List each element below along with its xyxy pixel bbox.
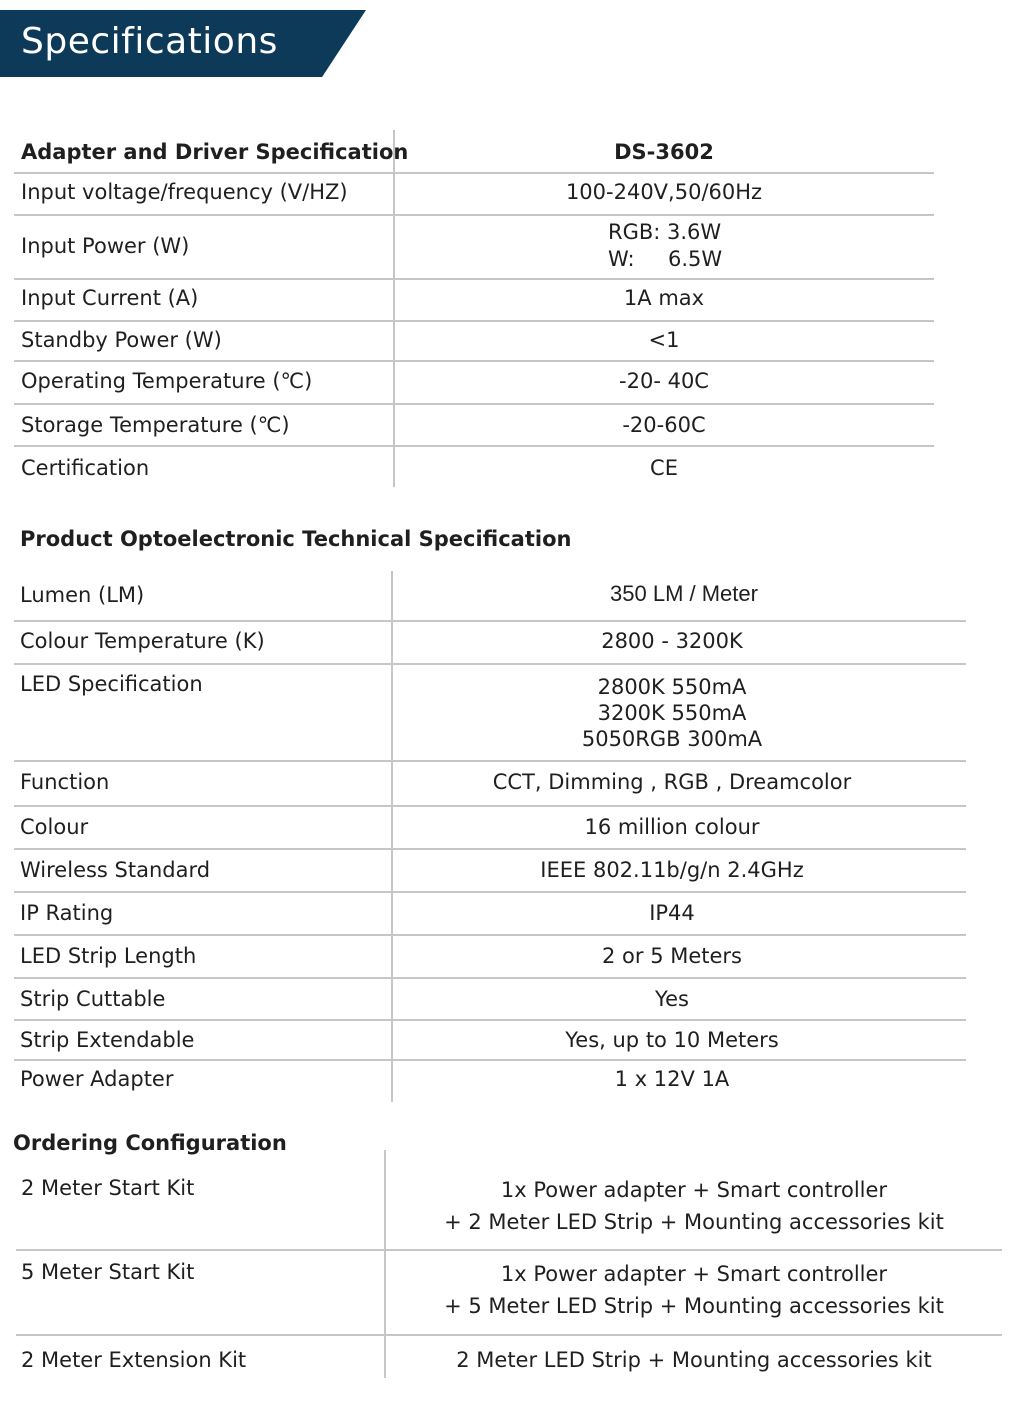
row-label: 2 Meter Extension Kit [21,1348,247,1372]
table-row [14,571,966,622]
row-value: 350 LM / Meter [610,581,758,606]
table-row [14,405,934,447]
row-label: Operating Temperature (℃) [21,369,313,393]
row-value: <1 [648,328,680,352]
row-value: CCT, Dimming , RGB , Dreamcolor [492,770,852,794]
row-label: Power Adapter [20,1067,174,1091]
table-row [14,665,966,762]
row-label: Input Current (A) [21,286,199,310]
table-row [14,807,966,850]
row-value: CE [650,456,678,480]
table-row [14,322,934,362]
table-row [14,936,966,979]
table-row [14,850,966,893]
row-value: 1A max [623,286,705,310]
row-label: Certification [21,456,150,480]
row-label: Standby Power (W) [21,328,222,352]
row-label: Storage Temperature (℃) [21,413,290,437]
table-row [16,1336,1002,1378]
row-value: IP44 [649,901,695,925]
row-label: Colour [20,815,89,839]
table-row [16,1251,1002,1336]
table-row [14,1021,966,1061]
row-value: 2 or 5 Meters [602,944,742,968]
optoelectronic-spec-table [14,571,966,1102]
table-row [14,622,966,665]
row-value: 2800 - 3200K [601,629,743,653]
table-row [14,979,966,1021]
optoelectronic-section-title: Product Optoelectronic Technical Specification [20,527,572,551]
row-label: Strip Cuttable [20,987,166,1011]
row-label: IP Rating [20,901,114,925]
row-value: 100-240V,50/60Hz [565,180,763,204]
table-row [14,893,966,936]
table-header-row [14,130,934,174]
row-label: Function [20,770,110,794]
row-label: Wireless Standard [20,858,211,882]
table-row [14,216,934,280]
table-row [14,1061,966,1102]
row-label: Input Power (W) [21,234,190,258]
table-row [14,447,934,487]
row-value: IEEE 802.11b/g/n 2.4GHz [540,858,804,882]
model-number: DS-3602 [614,140,714,164]
row-value: 16 million colour [584,815,760,839]
row-value: 1x Power adapter + Smart controller + 5 Meter LED Strip + Mounting accessories kit [444,1262,944,1318]
row-value: Yes [655,987,689,1011]
ordering-section-title: Ordering Configuration [13,1131,287,1155]
row-label: LED Strip Length [20,944,197,968]
row-label: LED Specification [20,672,203,696]
row-label: Lumen (LM) [20,583,145,607]
row-value: RGB: 3.6W W: 6.5W [608,220,723,271]
table-row [16,1150,1002,1251]
row-value: 2 Meter LED Strip + Mounting accessories kit [456,1348,932,1372]
row-label: 2 Meter Start Kit [21,1176,195,1200]
row-label: 5 Meter Start Kit [21,1260,195,1284]
table-row [14,362,934,405]
table-row [14,762,966,807]
row-value: -20-60C [622,413,706,437]
header-label: Adapter and Driver Specification [21,140,409,164]
row-value: 1 x 12V 1A [614,1067,730,1091]
row-value: Yes, up to 10 Meters [565,1028,779,1052]
page-title: Specifications [21,21,278,62]
table-row [14,280,934,322]
row-value: 1x Power adapter + Smart controller + 2 Meter LED Strip + Mounting accessories kit [444,1178,944,1234]
row-label: Colour Temperature (K) [20,629,265,653]
row-value: 2800K 550mA 3200K 550mA 5050RGB 300mA [581,675,763,751]
adapter-spec-table [14,130,934,487]
row-label: Input voltage/frequency (V/HZ) [21,180,348,204]
table-row [14,174,934,216]
row-label: Strip Extendable [20,1028,195,1052]
row-value: -20- 40C [619,369,709,393]
ordering-table [16,1150,1002,1378]
